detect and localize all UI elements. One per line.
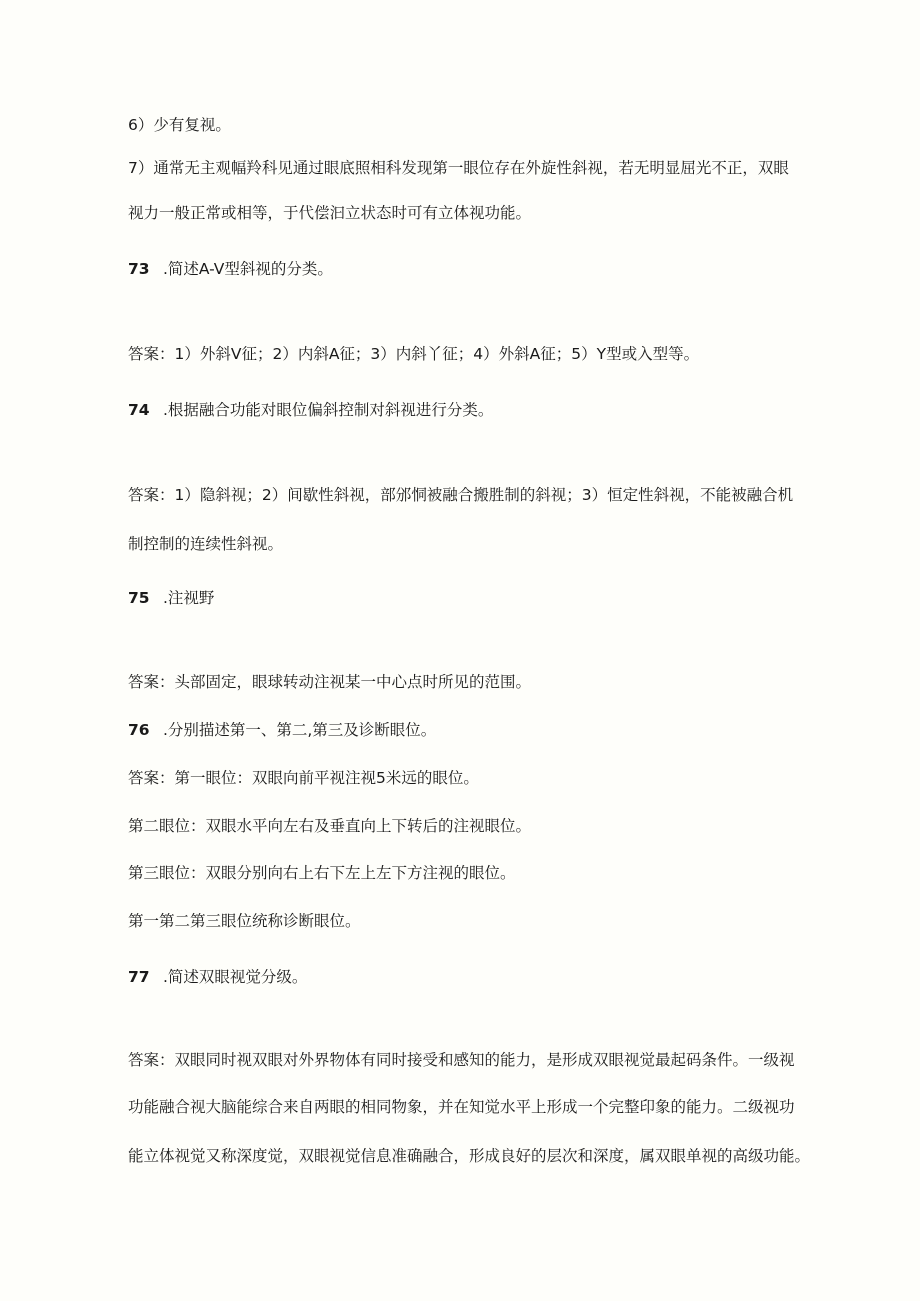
answer-line: 制控制的连续性斜视。 (128, 535, 284, 553)
question-75 (128, 587, 214, 609)
answer-line: 能立体视觉又称深度觉，双眼视觉信息准确融合，形成良好的层次和深度，属双眼单视的高级功能。 (128, 1147, 811, 1165)
question-number: 74 (128, 401, 150, 419)
question-number: 73 (128, 260, 150, 278)
question-text: .分别描述第一、第二,第三及诊断眼位。 (162, 721, 437, 739)
answer-line: 答案：双眼同时视双眼对外界物体有同时接受和感知的能力，是形成双眼视觉最起码条件。一级视 (128, 1051, 795, 1069)
answer-line: 6）少有复视。 (128, 116, 231, 134)
question-text: .简述A-V型斜视的分类。 (162, 260, 333, 278)
question-text: .注视野 (162, 589, 215, 607)
answer-line: 答案：1）隐斜视；2）间歇性斜视，部邠恫被融合搬胜制的斜视；3）恒定性斜视，不能被融合机 (128, 486, 794, 504)
question-number: 75 (128, 589, 150, 607)
answer-line: 视力一般正常或相等，于代偿汩立状态时可有立体视功能。 (128, 204, 532, 222)
answer-line: 第三眼位：双眼分别向右上右下左上左下方注视的眼位。 (128, 864, 516, 882)
answer-line: 7）通常无主观幅羚科见通过眼底照相科发现第一眼位存在外旋性斜视，若无明显屈光不正，双眼 (128, 159, 789, 177)
answer-line: 第一第二第三眼位统称诊断眼位。 (128, 912, 361, 930)
question-77 (128, 966, 307, 988)
question-number: 77 (128, 968, 150, 986)
answer-line: 答案：头部固定，眼球转动注视某一中心点时所见的范围。 (128, 673, 532, 691)
answer-line: 第二眼位：双眼水平向左右及垂直向上下转后的注视眼位。 (128, 817, 532, 835)
question-number: 76 (128, 721, 150, 739)
answer-line: 答案：1）外斜V征；2）内斜A征；3）内斜丫征；4）外斜A征；5）Y型或入型等。 (128, 345, 700, 363)
answer-line: 功能融合视大脑能综合来自两眼的相同物象，并在知觉水平上形成一个完整印象的能力。二级视功 (128, 1098, 795, 1116)
question-text: .根据融合功能对眼位偏斜控制对斜视进行分类。 (162, 401, 494, 419)
question-76 (128, 719, 436, 741)
answer-line: 答案：第一眼位：双眼向前平视注视5米远的眼位。 (128, 769, 479, 787)
question-text: .简述双眼视觉分级。 (162, 968, 308, 986)
question-73 (128, 258, 333, 280)
question-74 (128, 399, 493, 421)
